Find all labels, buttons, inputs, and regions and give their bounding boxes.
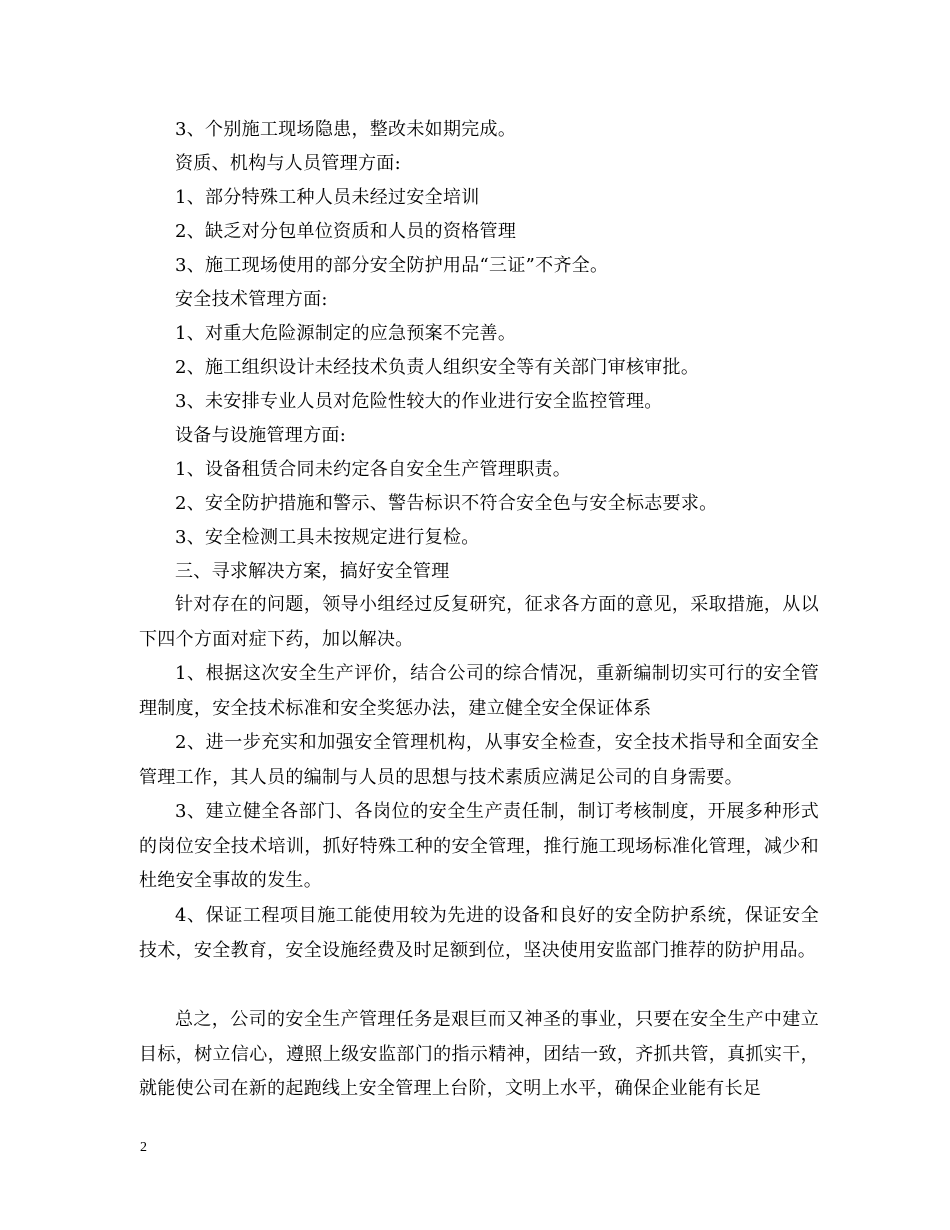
paragraph: 3、建立健全各部门、各岗位的安全生产责任制，制订考核制度，开展多种形式的岗位安全技术培训，抓好特殊工种的安全管理，推行施工现场标准化管理，减少和杜绝安全事故的发生。 <box>139 801 819 891</box>
text-line: 3、个别施工现场隐患，整改未如期完成。 <box>175 119 517 140</box>
paragraph: 1、根据这次安全生产评价，结合公司的综合情况，重新编制切实可行的安全管理制度，安全技术标准和安全奖惩办法，建立健全安全保证体系 <box>139 663 819 719</box>
page-number: 2 <box>140 1140 147 1155</box>
paragraph: 2、进一步充实和加强安全管理机构，从事安全检查，安全技术指导和全面安全管理工作，其人员的编制与人员的思想与技术素质应满足公司的自身需要。 <box>139 732 819 788</box>
text-line: 1、对重大危险源制定的应急预案不完善。 <box>175 323 517 344</box>
text-line: 2、施工组织设计未经技术负责人组织安全等有关部门审核审批。 <box>175 357 700 378</box>
paragraph: 针对存在的问题，领导小组经过反复研究，征求各方面的意见，采取措施，从以下四个方面对症下药，加以解决。 <box>139 594 819 650</box>
section-heading: 资质、机构与人员管理方面: <box>175 153 401 174</box>
text-line: 1、设备租赁合同未约定各自安全生产管理职责。 <box>175 459 572 480</box>
text-line: 2、安全防护措施和警示、警告标识不符合安全色与安全标志要求。 <box>175 493 718 514</box>
section-heading: 三、寻求解决方案，搞好安全管理 <box>175 561 450 582</box>
section-heading: 设备与设施管理方面: <box>175 425 347 446</box>
text-line: 2、缺乏对分包单位资质和人员的资格管理 <box>175 221 517 242</box>
paragraph: 总之，公司的安全生产管理任务是艰巨而又神圣的事业，只要在安全生产中建立目标，树立信心，遵照上级安监部门的指示精神，团结一致，齐抓共管，真抓实干，就能使公司在新的起跑线上安全管理上台阶，文明上水平，确保企业能有长足 <box>139 1009 819 1099</box>
text-line: 3、施工现场使用的部分安全防护用品“三证”不齐全。 <box>175 255 609 276</box>
paragraph: 4、保证工程项目施工能使用较为先进的设备和良好的安全防护系统，保证安全技术，安全教育，安全设施经费及时足额到位，坚决使用安监部门推荐的防护用品。 <box>139 905 819 961</box>
text-line: 1、部分特殊工种人员未经过安全培训 <box>175 187 480 208</box>
section-heading: 安全技术管理方面: <box>175 289 328 310</box>
text-line: 3、安全检测工具未按规定进行复检。 <box>175 527 480 548</box>
text-line: 3、未安排专业人员对危险性较大的作业进行安全监控管理。 <box>175 391 663 412</box>
